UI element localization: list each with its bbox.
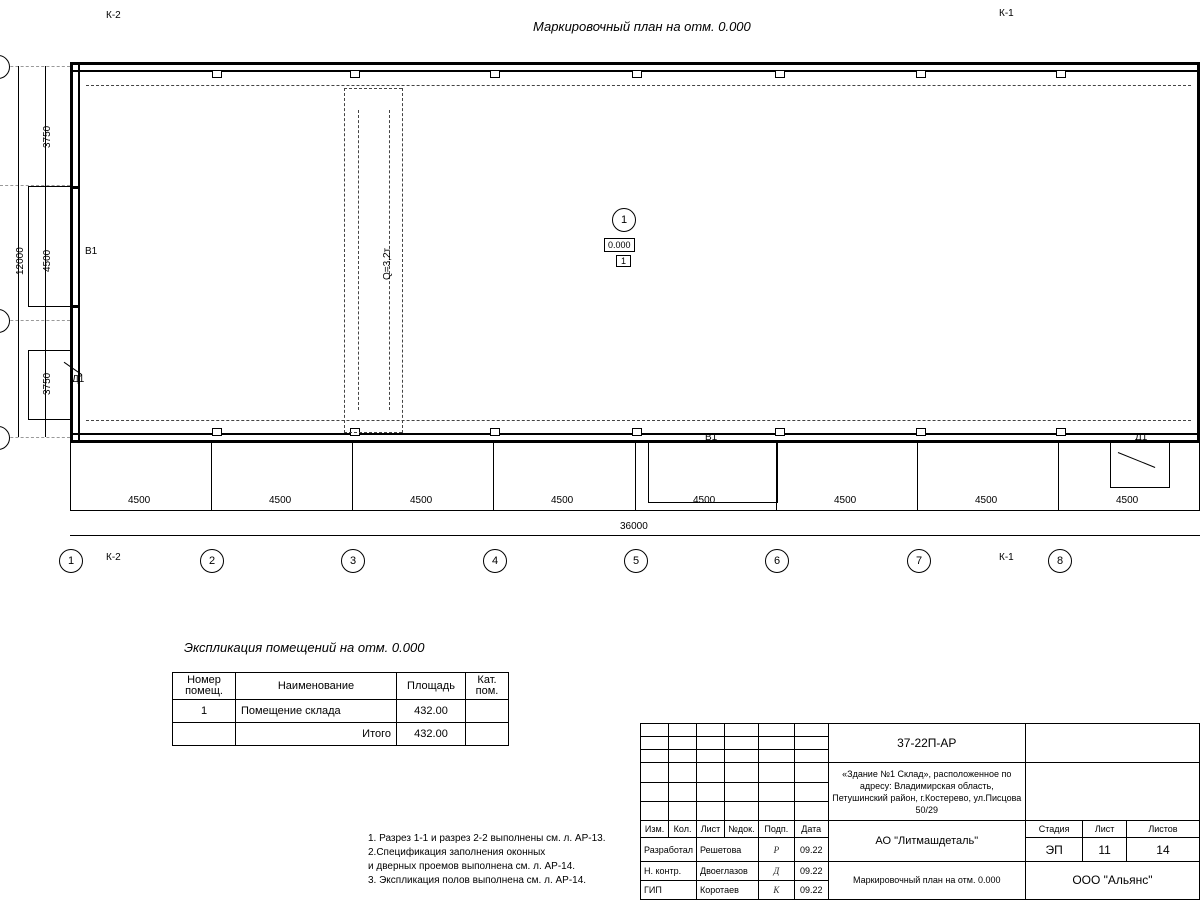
stamp-sheet-value: 11 (1083, 838, 1127, 862)
opening-label-d1-left: Д1 (72, 374, 85, 385)
axis-bubble-2: 2 (200, 549, 224, 573)
dim-bay-3: 4500 (410, 495, 433, 506)
axis-bubble-4: 4 (483, 549, 507, 573)
stamp-designer-org: ООО "Альянс" (1025, 861, 1199, 899)
note-3: и дверных проемов выполнена см. л. АР-14. (368, 861, 576, 872)
stamp-col-list: Лист (697, 821, 725, 838)
stamp-date-1: 09.22 (794, 838, 828, 862)
axis-mark-top-left: К-2 (106, 10, 121, 21)
stamp-customer: АО "Литмашдеталь" (828, 821, 1025, 861)
stamp-object: «Здание №1 Склад», расположенное по адресу: Владимирская область, Петушинский район, г.Костерево, ул.Писцова 50/29 (828, 763, 1025, 821)
opening-leader (1110, 443, 1111, 488)
dim-tick (776, 443, 777, 510)
stamp-sheets-header: Листов (1126, 821, 1199, 838)
dim-bay-5: 4500 (693, 495, 716, 506)
opening-label-d1-bottom: Д1 (1135, 432, 1148, 443)
stamp-role-3: ГИП (641, 880, 697, 899)
opening-label-v1-bottom: В1 (705, 432, 718, 443)
stamp-sign-2: Д (758, 861, 794, 880)
col-number: Номер помещ. (173, 673, 236, 700)
dim-tick (1058, 443, 1059, 510)
column-mark (212, 428, 222, 436)
crane-rail-left (344, 88, 345, 433)
crane-rail-right (402, 88, 403, 433)
inner-contour-top (86, 85, 1191, 86)
cell-category (466, 700, 509, 723)
wall-left-outer (70, 62, 73, 443)
vertical-dim-3: 3750 (42, 372, 53, 395)
stamp-code: 37-22П-АР (828, 724, 1025, 763)
cell-number (173, 723, 236, 746)
axis-line (0, 66, 70, 67)
cell-total-area: 432.00 (397, 723, 466, 746)
stamp-sheet-title: Маркировочный план на отм. 0.000 (828, 861, 1025, 899)
dim-tick (493, 443, 494, 510)
vertical-dim-1: 3750 (42, 125, 53, 148)
cell-total-label: Итого (236, 723, 397, 746)
note-1: 1. Разрез 1-1 и разрез 2-2 выполнены см. л. АР-13. (368, 833, 606, 844)
dim-bay-6: 4500 (834, 495, 857, 506)
axis-bubble-5: 5 (624, 549, 648, 573)
opening-leader (28, 306, 73, 307)
column-mark (916, 70, 926, 78)
opening-jamb (648, 440, 654, 443)
dim-total: 36000 (617, 521, 651, 532)
opening-leader (1110, 487, 1170, 488)
stamp-date-2: 09.22 (794, 861, 828, 880)
stamp-col-izm: Изм. (641, 821, 669, 838)
axis-bubble (0, 426, 10, 450)
opening-jamb (72, 186, 78, 189)
dim-tick (70, 443, 71, 510)
stamp-stage-value: ЭП (1025, 838, 1082, 862)
vertical-dim-total: 12000 (15, 247, 26, 275)
column-mark (490, 70, 500, 78)
axis-bubble-7: 7 (907, 549, 931, 573)
stamp-role-1: Разработал (641, 838, 697, 862)
opening-leader (648, 443, 649, 503)
column-mark (916, 428, 926, 436)
stamp-name-3: Коротаев (697, 880, 759, 899)
axis-bubble-6: 6 (765, 549, 789, 573)
wall-left-inner (78, 62, 80, 443)
opening-leader (777, 443, 778, 503)
cell-category (466, 723, 509, 746)
table-row (173, 723, 509, 746)
opening-leader (28, 350, 73, 351)
dim-tick (635, 443, 636, 510)
axis-bubble-8: 8 (1048, 549, 1072, 573)
dim-tick (211, 443, 212, 510)
column-mark (490, 428, 500, 436)
crane-line (358, 110, 359, 410)
column-mark (1056, 428, 1066, 436)
column-mark (775, 70, 785, 78)
cell-name: Помещение склада (236, 700, 397, 723)
dim-bay-8: 4500 (1116, 495, 1139, 506)
cell-number: 1 (173, 700, 236, 723)
opening-label-v1-left: В1 (85, 246, 98, 257)
explication-title: Экспликация помещений на отм. 0.000 (184, 640, 425, 655)
opening-leader (28, 186, 29, 306)
crane-bottom (344, 432, 402, 433)
dim-bay-2: 4500 (269, 495, 292, 506)
title-block (640, 723, 1200, 900)
axis-bubble-3: 3 (341, 549, 365, 573)
dim-chain-line (70, 510, 1200, 511)
inner-contour-bottom (86, 420, 1191, 421)
axis-bubble (0, 55, 10, 79)
dim-bay-4: 4500 (551, 495, 574, 506)
opening-jamb (72, 305, 78, 308)
stamp-date-3: 09.22 (794, 880, 828, 899)
column-mark (632, 428, 642, 436)
opening-leader (28, 350, 29, 420)
axis-line (0, 320, 70, 321)
stamp-sign-1: Р (758, 838, 794, 862)
stamp-sheet-header: Лист (1083, 821, 1127, 838)
column-mark (775, 428, 785, 436)
wall-top-outer (70, 62, 1200, 65)
stamp-sheets-value: 14 (1126, 838, 1199, 862)
col-category: Кат. пом. (466, 673, 509, 700)
level-box: 1 (616, 255, 631, 267)
column-mark (350, 70, 360, 78)
notes-block (368, 832, 606, 888)
axis-mark-top-right: К-1 (999, 8, 1014, 19)
room-number-bubble: 1 (612, 208, 636, 232)
opening-leader (1169, 443, 1170, 488)
door-swing (1118, 452, 1155, 468)
stamp-stage-header: Стадия (1025, 821, 1082, 838)
axis-bubble (0, 309, 10, 333)
axis-mark-bottom-left: К-2 (106, 552, 121, 563)
axis-mark-bottom-right: К-1 (999, 552, 1014, 563)
page-title: Маркировочный план на отм. 0.000 (533, 19, 751, 34)
opening-leader (28, 419, 73, 420)
table-header-row (173, 673, 509, 700)
dim-total-line (70, 535, 1200, 536)
stamp-col-ndok: №док. (724, 821, 758, 838)
stamp-col-kol: Кол. (669, 821, 697, 838)
col-name: Наименование (236, 673, 397, 700)
dim-tick (352, 443, 353, 510)
table-row (173, 700, 509, 723)
column-mark (632, 70, 642, 78)
level-mark: 0.000 (604, 238, 635, 252)
stamp-col-data: Дата (794, 821, 828, 838)
note-4: 3. Экспликация полов выполнена см. л. АР-14. (368, 875, 587, 886)
note-2: 2.Спецификация заполнения оконных (368, 847, 546, 858)
col-area: Площадь (397, 673, 466, 700)
axis-line (0, 437, 70, 438)
stamp-col-podp: Подп. (758, 821, 794, 838)
cell-area: 432.00 (397, 700, 466, 723)
stamp-sign-3: К (758, 880, 794, 899)
opening-leader (28, 186, 73, 187)
column-mark (1056, 70, 1066, 78)
stamp-role-2: Н. контр. (641, 861, 697, 880)
axis-bubble-1: 1 (59, 549, 83, 573)
explication-table (172, 672, 509, 746)
column-mark (212, 70, 222, 78)
dim-bay-7: 4500 (975, 495, 998, 506)
dim-bay-1: 4500 (128, 495, 151, 506)
dim-tick (917, 443, 918, 510)
crane-top (344, 88, 402, 89)
vertical-dim-2: 4500 (42, 249, 53, 272)
stamp-name-2: Двоеглазов (697, 861, 759, 880)
crane-capacity-label: Q=3,2т (382, 247, 393, 280)
stamp-name-1: Решетова (697, 838, 759, 862)
